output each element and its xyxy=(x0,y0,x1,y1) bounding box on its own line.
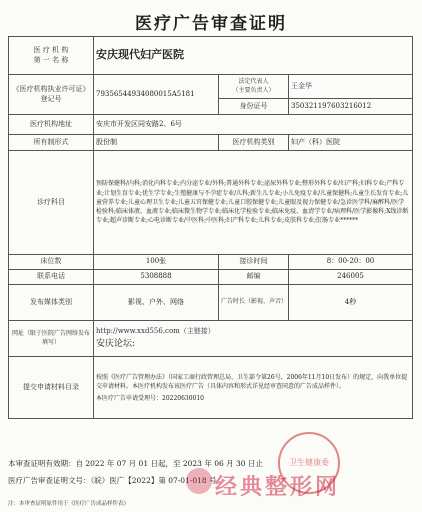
address-label: 医疗机构地址 xyxy=(9,115,94,135)
apply-number: 本医疗广告申请受理号：20220630010 xyxy=(96,394,204,402)
postcode-label: 邮编 xyxy=(219,270,289,285)
beds-label: 床位数 xyxy=(9,255,94,270)
certificate-number: 医疗广告审查证明文号：（皖）医广【2022】第 07-01-018 号 xyxy=(8,476,217,485)
id-number-value: 350321197603216012 xyxy=(289,99,413,115)
institution-name-value: 安庆现代妇产医院 xyxy=(94,37,413,75)
footnote: 注：本审查证明原件用于《医疗广告成品样件表》 xyxy=(8,501,130,507)
duration-value: 4秒 xyxy=(289,285,413,321)
category-label: 医疗机构类别 xyxy=(219,135,289,151)
certificate-table xyxy=(8,36,413,419)
validity-period: 本审查证明有效期：自 2022 年 07 月 01 日起，至 2023 年 06 月 30 日止 xyxy=(8,459,263,468)
category-value: 妇产（科）医院 xyxy=(289,135,413,151)
legal-rep-value: 王金华 xyxy=(289,75,413,99)
watermark-text: 经典整形网 xyxy=(215,475,341,500)
phone-label: 联系电话 xyxy=(9,270,94,285)
media-value: 影视、户外、网络 xyxy=(94,285,219,321)
official-seal: 卫生健康委 xyxy=(278,432,340,494)
watermark-logo-icon xyxy=(186,468,212,494)
url-value[interactable]: http://www.xxd556.com（主链接） xyxy=(96,326,215,335)
materials-cell xyxy=(94,357,413,419)
legal-rep-label: 法定代表人 （主要负责人） xyxy=(219,75,289,99)
postcode-value: 246005 xyxy=(289,270,413,285)
url-label: 网址（限于医院广告网络发布填写） xyxy=(9,321,94,357)
address-value: 安庆市开发区同安路2、6号 xyxy=(94,115,413,135)
document-title: 医疗广告审查证明 xyxy=(135,14,287,34)
materials-value: 按照《医疗广告管理办法》（国家工商行政管理总局、卫生部令第26号，2006年11月10日发布）的规定，向我单位提交申请材料。本医疗机构发布该医疗广告（具体内容和形式详见经审查同意的广告成品样件）。 xyxy=(96,373,408,390)
id-number-label: 身份证号 xyxy=(219,99,289,115)
beds-value: 100张 xyxy=(94,255,219,270)
license-label: 《医疗机构执业许可证》登记号 xyxy=(9,75,94,115)
url-cell xyxy=(94,321,413,357)
phone-value: 5308888 xyxy=(94,270,219,285)
duration-label: 广告时长（影视、声音） xyxy=(219,285,289,321)
hours-value: 8：00-20：00 xyxy=(289,255,413,270)
subjects-value: 预防保健科/内科;消化内科专业;内分泌专业/外科;普通外科专业;泌尿外科专业;整形外科专业/妇产科;妇科专业;产科专业;计划生育专业;优生学专业;生殖健康与不孕症专业/儿科;新生儿专业;小儿免疫专业/儿童保健科;儿童生长发育专业;儿童营养专业;儿童心理卫生专业;儿童五官保健专业;儿童口腔保健专业;儿童眼及视力保健专业/急诊医学科/麻醉科/医学检验科;临床体液、血液专业;临床微生物学专业;临床化学检验专业;临床免疫、血清学专业/病理科/医学影像科;X线诊断专业;超声诊断专业;心电诊断专业/中医科;中医科;妇产科专业;儿科专业;皮肤科专业;肛肠专业****** xyxy=(94,151,413,255)
ownership-value: 股份制 xyxy=(94,135,219,151)
media-label: 发布媒体类别 xyxy=(9,285,94,321)
materials-label: 提交申请材料目录 xyxy=(9,357,94,419)
institution-name-label: 医 疗 机 构 第 一 名 称 xyxy=(9,37,94,75)
hours-label: 接诊时间 xyxy=(219,255,289,270)
license-value: 79356544934080015A5181 xyxy=(94,75,219,115)
subjects-label: 诊疗科目 xyxy=(9,151,94,255)
ownership-label: 所有制形式 xyxy=(9,135,94,151)
url-sub-label: 安庆论坛: xyxy=(96,339,136,350)
